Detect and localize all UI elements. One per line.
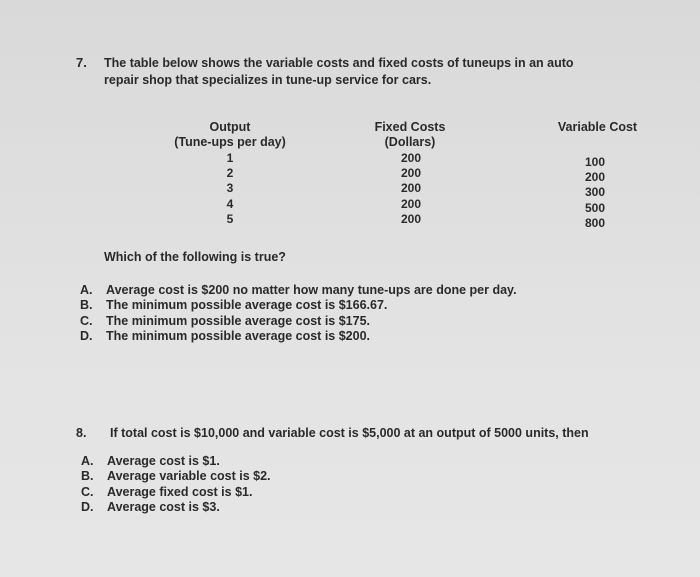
table-cell-output: 4	[226, 196, 234, 211]
output-header-title: Output	[209, 120, 251, 134]
variable-cost-column	[570, 155, 620, 231]
question-7-stem-line-2: repair shop that specializes in tune-up service for cars.	[104, 73, 432, 87]
option-letter: A.	[80, 283, 93, 297]
option-text: The minimum possible average cost is $200.	[106, 329, 370, 344]
option-text: The minimum possible average cost is $175.	[106, 313, 370, 328]
table-cell-fixed: 200	[400, 151, 422, 165]
table-cell-fixed: 200	[400, 211, 422, 226]
option-text: Average variable cost is $2.	[107, 469, 271, 484]
option-c[interactable]	[81, 485, 271, 500]
output-column-header	[150, 120, 310, 150]
option-b[interactable]	[81, 469, 271, 484]
output-header-unit: (Tune-ups per day)	[174, 135, 286, 149]
table-cell-fixed: 200	[400, 196, 422, 211]
option-text: Average cost is $1.	[107, 454, 220, 468]
option-letter: B.	[80, 298, 93, 313]
table-cell-variable: 500	[584, 200, 606, 215]
variable-cost-column-header	[540, 120, 655, 135]
table-cell-output: 2	[226, 166, 234, 181]
option-letter: D.	[81, 500, 94, 515]
option-a[interactable]	[80, 283, 517, 298]
question-7-stem-line-1: The table below shows the variable costs and fixed costs of tuneups in an auto	[104, 56, 574, 70]
question-7-number: 7.	[76, 55, 87, 70]
output-column	[218, 151, 242, 227]
fixed-costs-header-title: Fixed Costs	[374, 120, 446, 134]
option-d[interactable]	[81, 500, 271, 515]
table-cell-output: 1	[226, 151, 234, 165]
option-letter: D.	[80, 329, 93, 344]
table-cell-fixed: 200	[400, 181, 422, 196]
option-letter: B.	[81, 469, 94, 484]
option-text: Average cost is $200 no matter how many tune-ups are done per day.	[106, 283, 517, 297]
question-8-stem: If total cost is $10,000 and variable cost is $5,000 at an output of 5000 units, then	[110, 426, 589, 440]
table-cell-variable: 200	[584, 170, 606, 185]
option-a[interactable]	[81, 454, 271, 469]
question-7-stem	[104, 55, 574, 89]
option-d[interactable]	[80, 329, 517, 344]
question-8-options	[81, 454, 271, 516]
fixed-costs-header-unit: (Dollars)	[384, 135, 436, 149]
question-8-number: 8.	[76, 426, 87, 440]
option-letter: A.	[81, 454, 94, 468]
option-text: The minimum possible average cost is $166.67.	[106, 298, 388, 313]
option-b[interactable]	[80, 298, 517, 313]
option-letter: C.	[80, 313, 93, 328]
question-7-options	[80, 283, 517, 345]
table-cell-variable: 800	[584, 215, 606, 230]
question-7-prompt: Which of the following is true?	[104, 250, 286, 264]
table-cell-output: 3	[226, 181, 234, 196]
option-c[interactable]	[80, 314, 517, 329]
fixed-costs-column	[386, 151, 436, 227]
table-cell-variable: 100	[584, 155, 606, 169]
option-text: Average fixed cost is $1.	[107, 484, 253, 499]
table-cell-variable: 300	[584, 185, 606, 200]
fixed-costs-column-header	[355, 120, 465, 150]
table-cell-fixed: 200	[400, 166, 422, 181]
option-text: Average cost is $3.	[107, 500, 220, 515]
variable-cost-header-title: Variable Cost	[557, 120, 638, 134]
option-letter: C.	[81, 484, 94, 499]
table-cell-output: 5	[226, 211, 234, 226]
